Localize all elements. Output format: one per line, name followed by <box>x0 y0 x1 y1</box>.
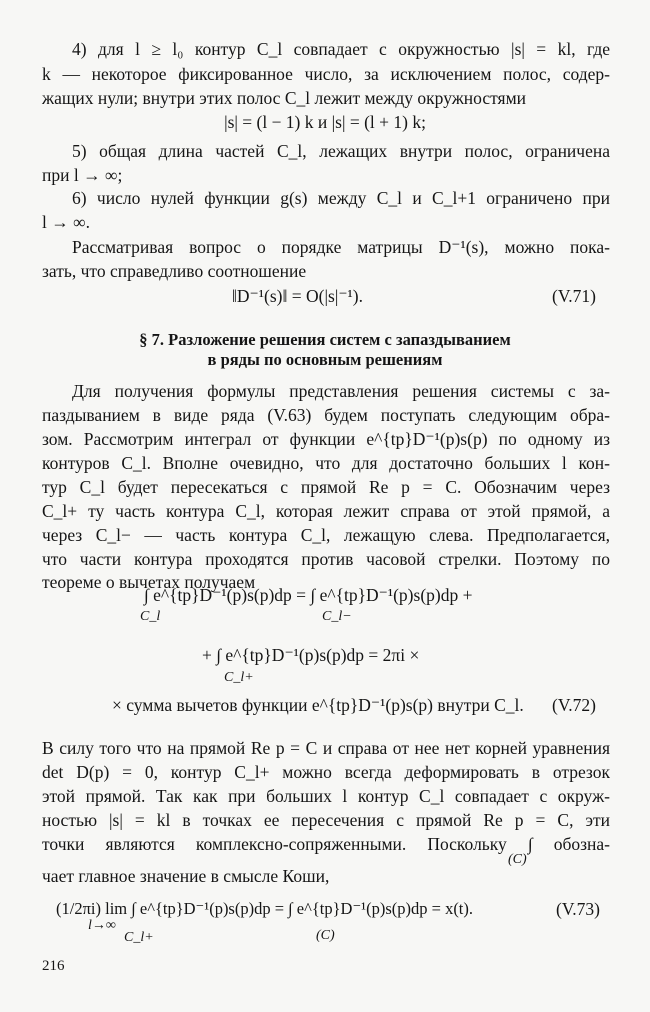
page-number: 216 <box>42 958 65 974</box>
integral-subscript: C_l+ <box>124 930 154 945</box>
equation-v72-line2: + ∫ e^{tp}D⁻¹(p)s(p)dp = 2πi × <box>202 645 420 665</box>
equation-v72-line1: ∫ e^{tp}D⁻¹(p)s(p)dp = ∫ e^{tp}D⁻¹(p)s(p)dp + <box>144 585 473 605</box>
text-line: В силу того что на прямой Re p = C и справа от нее нет корней уравнения <box>42 738 610 758</box>
equation-v72-line3: × сумма вычетов функции e^{tp}D⁻¹(p)s(p) внутри C_l. <box>112 695 524 715</box>
text-line: 6) число нулей функции g(s) между C_l и C_l+1 ограничено при <box>72 188 610 208</box>
text-line: паздыванием в виде ряда (V.63) будем поступать следующим обра- <box>42 405 610 425</box>
text-line: k — некоторое фиксированное число, за исключением полос, содер- <box>42 64 610 84</box>
text-line: тур C_l будет пересекаться с прямой Re p = C. Обозначим через <box>42 477 610 497</box>
integral-subscript: (C) <box>316 928 335 943</box>
text-line: жащих нули; внутри этих полос C_l лежит между окружностями <box>42 88 527 108</box>
text-line: чает главное значение в смысле Коши, <box>42 866 330 886</box>
text-line: при l → ∞; <box>42 165 123 185</box>
integral-subscript: C_l− <box>322 609 352 624</box>
section-heading: в ряды по основным решениям <box>207 350 443 369</box>
integral-subscript: C_l <box>140 609 161 624</box>
equation-number: (V.73) <box>556 899 600 919</box>
equation-v71: ‖D⁻¹(s)‖ = O(|s|⁻¹). <box>232 286 364 306</box>
text-line: Для получения формулы представления решения системы с за- <box>72 381 610 401</box>
text-line: через C_l− — часть контура C_l, лежащую слева. Предполагается, <box>42 525 610 545</box>
integral-subscript: (C) <box>508 852 527 867</box>
text-line: det D(p) = 0, контур C_l+ можно всегда деформировать в отрезок <box>42 762 610 782</box>
equation-v73: (1/2πi) lim ∫ e^{tp}D⁻¹(p)s(p)dp = ∫ e^{tp}D⁻¹(p)s(p)dp = x(t). <box>56 899 474 918</box>
text-line: ностью |s| = kl в точках ее пересечения с прямой Re p = C, эти <box>42 810 610 830</box>
text-line: точки являются комплексно-сопряженными. Поскольку ∫ обозна- <box>42 834 610 854</box>
text-line: C_l+ ту часть контура C_l, которая лежит справа от этой прямой, а <box>42 501 610 521</box>
text-line: зать, что справедливо соотношение <box>42 261 307 281</box>
text-line: этой прямой. Так как при больших l контур C_l совпадает с окруж- <box>42 786 610 806</box>
text-line: что части контура проходятся против часовой стрелки. Поэтому по <box>42 549 610 569</box>
equation-number: (V.72) <box>552 695 596 715</box>
text-line: теореме о вычетах получаем <box>42 572 256 592</box>
equation-number: (V.71) <box>552 286 596 306</box>
text-line: 4) для l ≥ l₀ контур C_l совпадает с окружностью |s| = kl, где <box>72 39 610 59</box>
limit-subscript: l→∞ <box>88 918 116 933</box>
text-line: контуров C_l. Вполне очевидно, что для достаточно больших l кон- <box>42 453 610 473</box>
text-line: Рассматривая вопрос о порядке матрицы D⁻¹(s), можно пока- <box>72 237 610 257</box>
formula-circles: |s| = (l − 1) k и |s| = (l + 1) k; <box>224 112 426 132</box>
text-line: 5) общая длина частей C_l, лежащих внутри полос, ограничена <box>72 141 610 161</box>
section-heading: § 7. Разложение решения систем с запаздыванием <box>139 330 511 349</box>
text-line: l → ∞. <box>42 212 90 232</box>
text-line: зом. Рассмотрим интеграл от функции e^{tp}D⁻¹(p)s(p) по одному из <box>42 429 610 449</box>
integral-subscript: C_l+ <box>224 670 254 685</box>
